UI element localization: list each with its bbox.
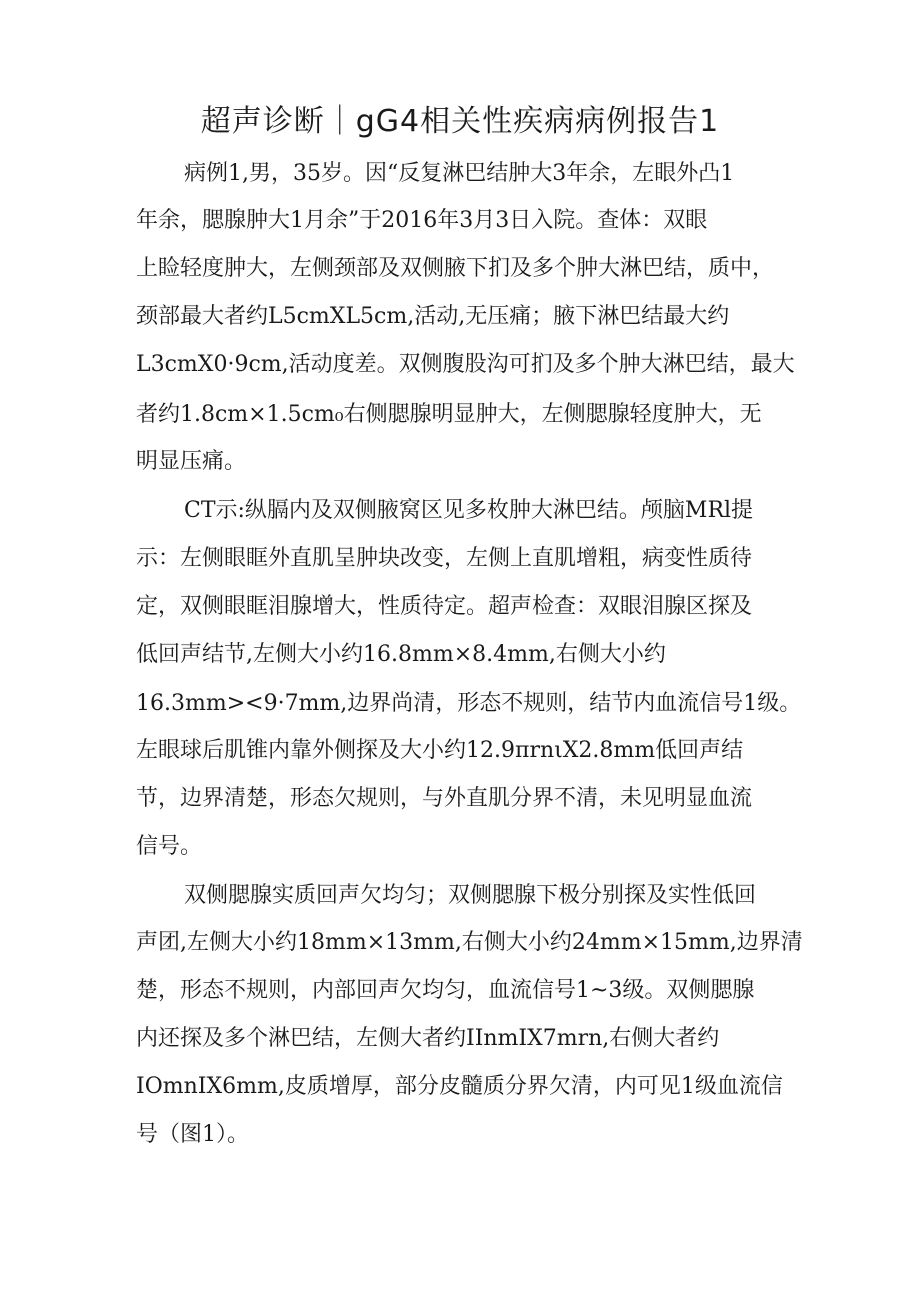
paragraph-line: 颈部最大者约L5cmXL5cm,活动,无压痛；腋下淋巴结最大约 — [136, 304, 730, 329]
paragraph-line: 明显压痛。 — [136, 449, 247, 474]
paragraph-line: IOmnIX6mm,皮质增厚，部分皮髓质分界欠清，内可见1级血流信 — [136, 1074, 783, 1099]
paragraph-line: 双侧腮腺实质回声欠均匀；双侧腮腺下极分别探及实性低回 — [184, 883, 757, 908]
paragraph-line: 上睑轻度肿大，左侧颈部及双侧腋下扪及多个肿大淋巴结，质中， — [136, 256, 775, 281]
paragraph-line: 定，双侧眼眶泪腺增大，性质待定。超声检查：双眼泪腺区探及 — [136, 594, 753, 619]
paragraph-line: L3cmX0·9cm,活动度差。双侧腹股沟可扪及多个肿大淋巴结，最大 — [136, 352, 795, 377]
paragraph-line: 年余，腮腺肿大1月余”于2016年3月3日入院。查体：双眼 — [136, 208, 708, 233]
paragraph-line: 声团,左侧大小约18mm×13mm,右侧大小约24mm×15mm,边界清 — [136, 930, 803, 955]
paragraph-line: 号（图1）。 — [136, 1122, 249, 1147]
paragraph-line: 低回声结节,左侧大小约16.8mm×8.4mm,右侧大小约 — [136, 642, 666, 667]
paragraph-line: 信号。 — [136, 834, 203, 859]
paragraph-line: CT示:纵膈内及双侧腋窝区见多枚肿大淋巴结。颅脑MRl提 — [184, 498, 754, 523]
paragraph-line: 示：左侧眼眶外直肌呈肿块改变，左侧上直肌增粗，病变性质待 — [136, 546, 753, 571]
paragraph-line: 16.3mm><9·7mm,边界尚清，形态不规则，结节内血流信号1级。 — [136, 691, 802, 716]
paragraph-line: 内还探及多个淋巴结，左侧大者约IInmIX7mrn,右侧大者约 — [136, 1026, 720, 1051]
paragraph-line: 左眼球后肌锥内靠外侧探及大小约12.9πrnιX2.8mm低回声结 — [136, 738, 744, 763]
paragraph-line: 节，边界清楚，形态欠规则，与外直肌分界不清，未见明显血流 — [136, 786, 753, 811]
paragraph-line: 楚，形态不规则，内部回声欠均匀，血流信号1~3级。双侧腮腺 — [136, 978, 755, 1003]
paragraph-line: 病例1,男，35岁。因“反复淋巴结肿大3年余，左眼外凸1 — [184, 161, 735, 186]
document-title: 超声诊断｜gG4相关性疾病病例报告1 — [200, 104, 720, 139]
paragraph-line: 者约1.8cm×1.5cm₀右侧腮腺明显肿大，左侧腮腺轻度肿大，无 — [136, 402, 762, 427]
